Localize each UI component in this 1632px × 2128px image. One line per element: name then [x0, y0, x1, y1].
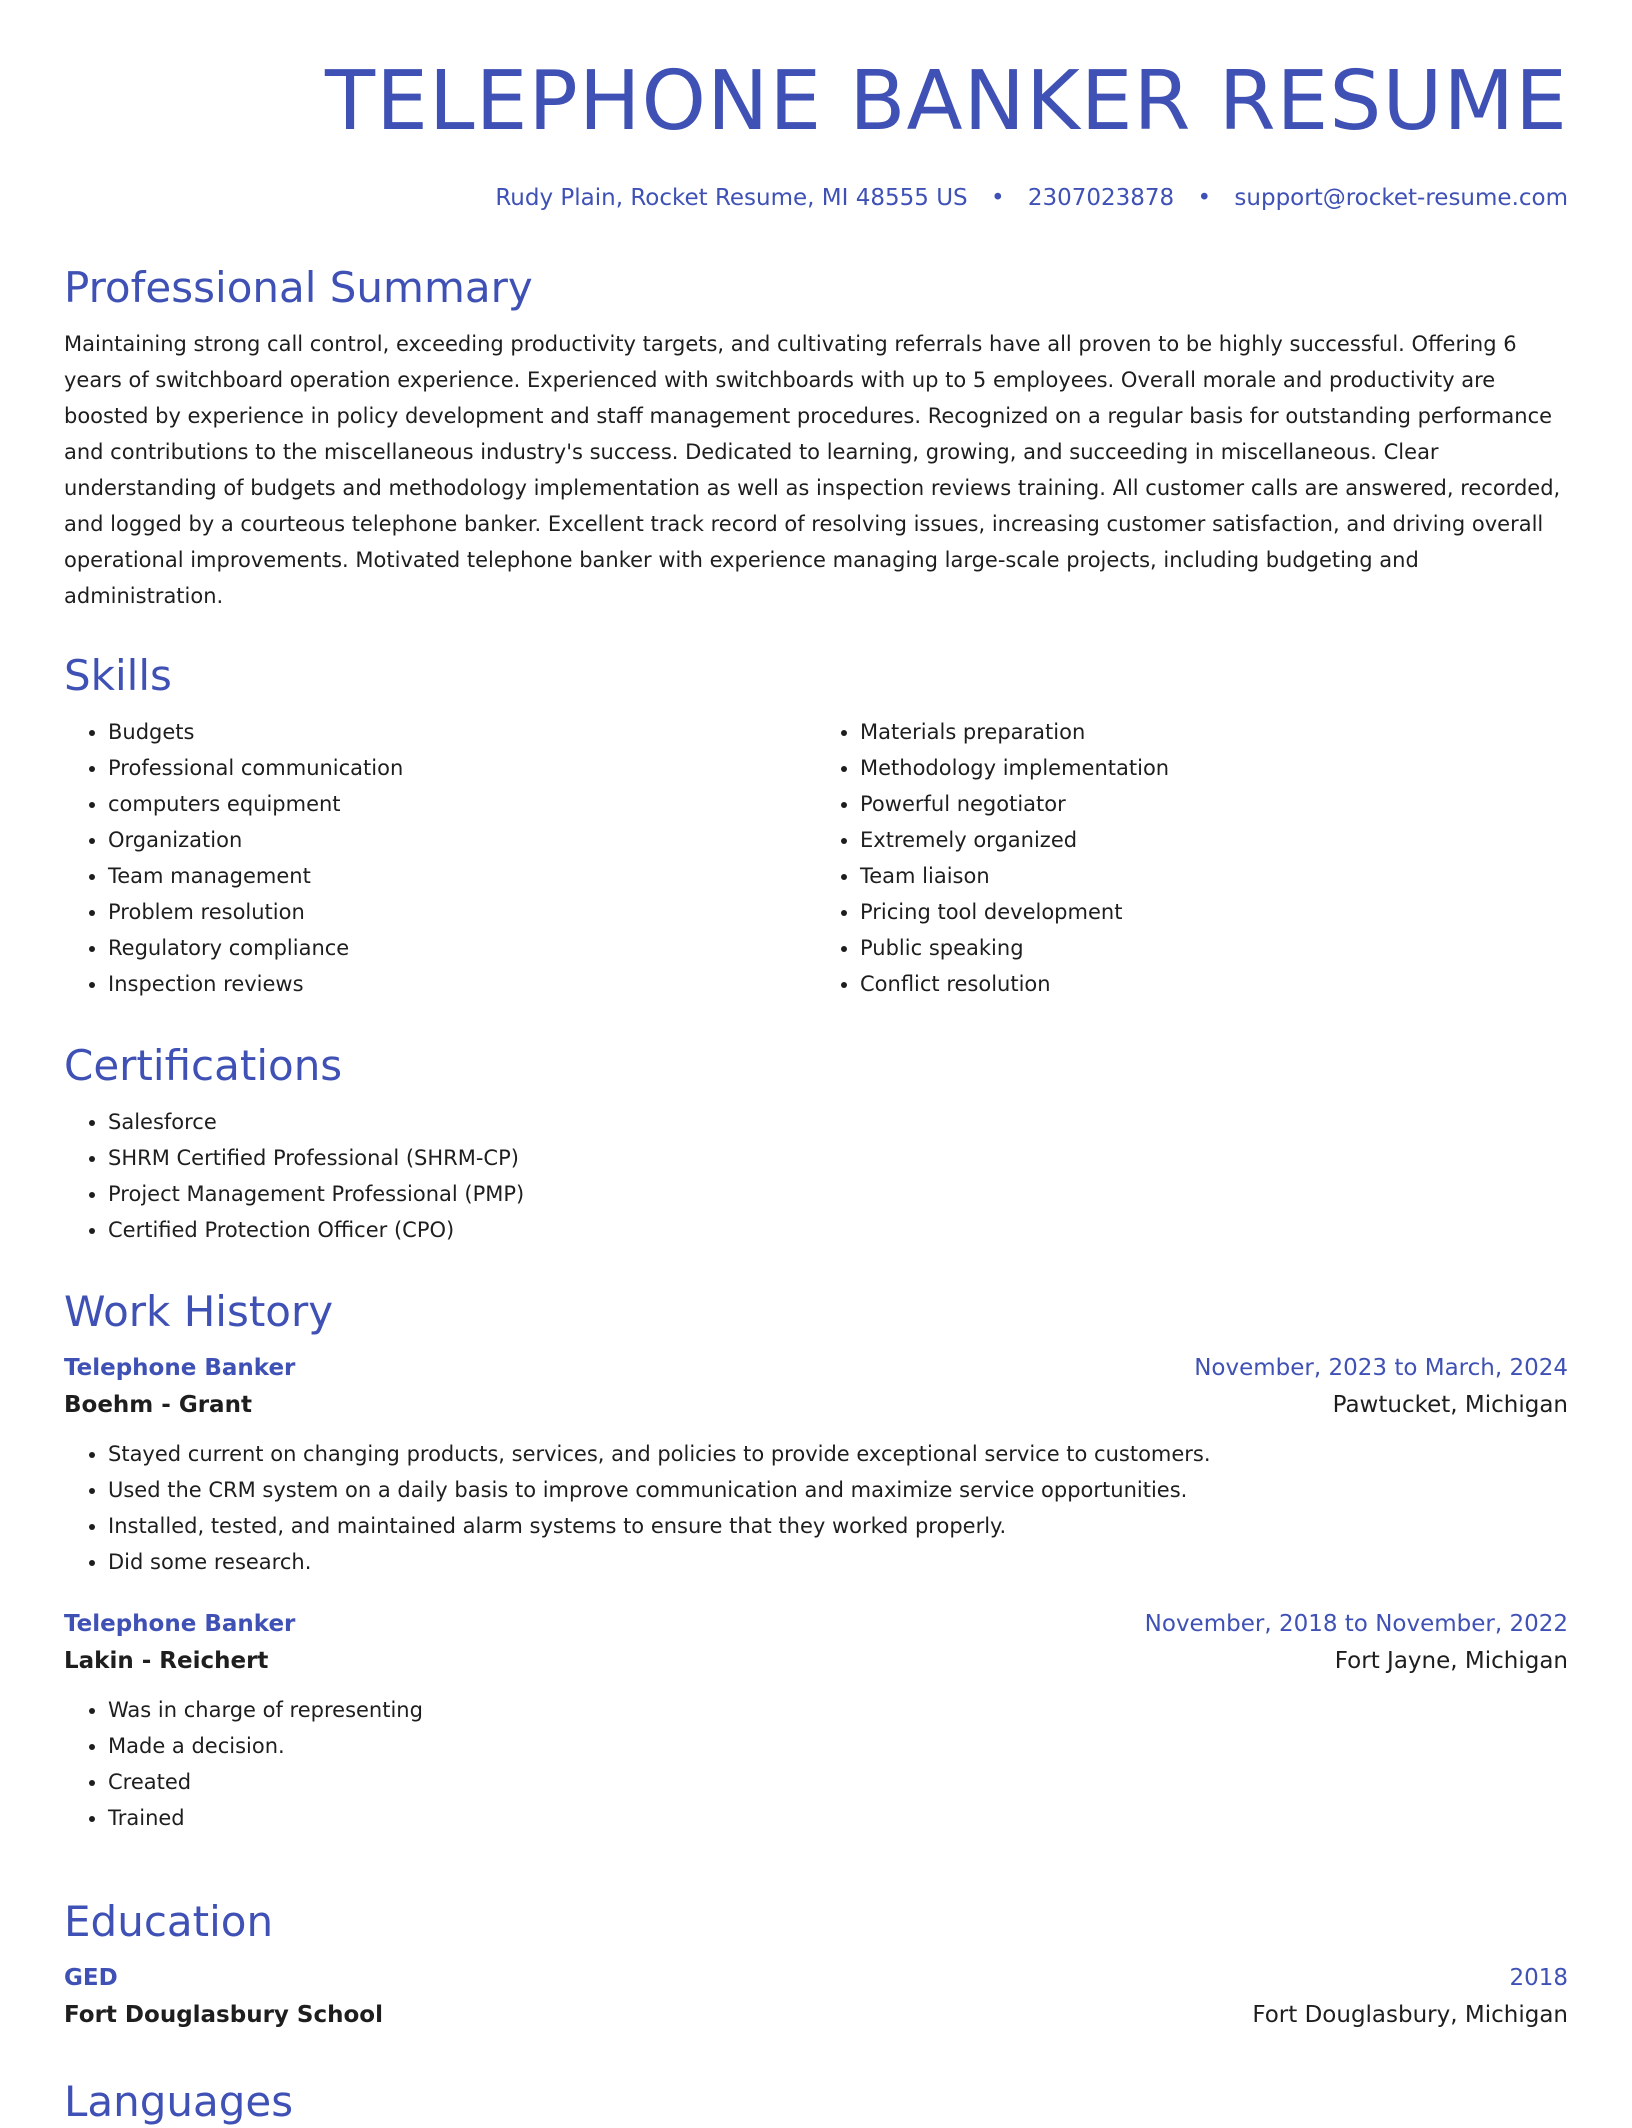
education-location: Fort Douglasbury, Michigan: [1252, 2002, 1568, 2028]
education-degree: GED: [64, 1965, 118, 1991]
skills-grid: [64, 714, 1568, 1002]
summary-section: [64, 262, 1568, 614]
skills-section: [64, 650, 1568, 1002]
list-item: • Professional communication: [108, 750, 816, 786]
languages-section: [64, 2076, 1568, 2128]
certifications-list: [64, 1104, 1568, 1248]
list-item: • Methodology implementation: [860, 750, 1568, 786]
skills-list-left: [64, 714, 816, 1002]
list-item: • Materials preparation: [860, 714, 1568, 750]
contact-phone[interactable]: 2307023878: [1027, 185, 1175, 211]
job-location: Fort Jayne, Michigan: [1334, 1648, 1568, 1674]
education-entry: [64, 1960, 1568, 2034]
skills-heading: Skills: [64, 651, 172, 700]
languages-heading: Languages: [64, 2077, 294, 2126]
summary-text: Maintaining strong call control, exceeding productivity targets, and cultivating referrals have all proven to be highly successful. Offering 6 years of switchboard operation experience. Experienced with switchboards with up to 5 employees. Overall morale and productivity are boosted by experience in policy development and staff management procedures. Recognized on a regular basis for outstanding performance and contributions to the miscellaneous industry's success. Dedicated to learning, growing, and succeeding in miscellaneous. Clear understanding of budgets and methodology implementation as well as inspection reviews training. All customer calls are answered, recorded, and logged by a courteous telephone banker. Excellent track record of resolving issues, increasing customer satisfaction, and driving overall operational improvements. Motivated telephone banker with experience managing large-scale projects, including budgeting and administration.: [64, 332, 1561, 608]
list-item: • Used the CRM system on a daily basis to improve communication and maximize service opportunities.: [108, 1472, 1568, 1508]
list-item: • Installed, tested, and maintained alarm systems to ensure that they worked properly.: [108, 1508, 1568, 1544]
job-title: Telephone Banker: [64, 1355, 296, 1381]
education-header: [64, 1960, 1568, 1996]
list-item: • Conflict resolution: [860, 966, 1568, 1002]
education-year: 2018: [1509, 1965, 1568, 1991]
job-duties: [64, 1692, 1568, 1836]
list-item: • Extremely organized: [860, 822, 1568, 858]
list-item: • Did some research.: [108, 1544, 1568, 1580]
job-subheader: [64, 1386, 1568, 1424]
list-item: • Team liaison: [860, 858, 1568, 894]
list-item: • Problem resolution: [108, 894, 816, 930]
list-item: • Organization: [108, 822, 816, 858]
list-item: • Project Management Professional (PMP): [108, 1176, 1568, 1212]
job-header: [64, 1606, 1568, 1642]
job-company: Lakin - Reichert: [64, 1648, 269, 1674]
list-item: • Was in charge of representing: [108, 1692, 1568, 1728]
list-item: • Made a decision.: [108, 1728, 1568, 1764]
work-history-section: [64, 1286, 1568, 1836]
list-item: • Salesforce: [108, 1104, 1568, 1140]
list-item: • Powerful negotiator: [860, 786, 1568, 822]
list-item: • Pricing tool development: [860, 894, 1568, 930]
summary-heading: Professional Summary: [64, 263, 533, 312]
education-heading: Education: [64, 1897, 274, 1946]
skills-list-right: [816, 714, 1568, 1002]
certifications-heading: Certifications: [64, 1041, 343, 1090]
contact-address: Rudy Plain, Rocket Resume, MI 48555 US: [495, 185, 968, 211]
job-title: Telephone Banker: [64, 1611, 296, 1637]
job-duties: [64, 1436, 1568, 1580]
list-item: • Budgets: [108, 714, 816, 750]
list-item: • Trained: [108, 1800, 1568, 1836]
list-item: • SHRM Certified Professional (SHRM-CP): [108, 1140, 1568, 1176]
certifications-section: [64, 1040, 1568, 1248]
list-item: • Created: [108, 1764, 1568, 1800]
job-entry: [64, 1606, 1568, 1836]
education-school: Fort Douglasbury School: [64, 2002, 383, 2028]
job-subheader: [64, 1642, 1568, 1680]
list-item: • Regulatory compliance: [108, 930, 816, 966]
contact-email[interactable]: support@rocket-resume.com: [1234, 185, 1568, 211]
list-item: • computers equipment: [108, 786, 816, 822]
list-item: • Public speaking: [860, 930, 1568, 966]
job-location: Pawtucket, Michigan: [1332, 1392, 1568, 1418]
job-header: [64, 1350, 1568, 1386]
job-entry: [64, 1350, 1568, 1580]
job-dates: November, 2023 to March, 2024: [1194, 1355, 1568, 1381]
list-item: • Stayed current on changing products, services, and policies to provide exceptional service to customers.: [108, 1436, 1568, 1472]
list-item: • Team management: [108, 858, 816, 894]
education-subheader: [64, 1996, 1568, 2034]
contact-line: [64, 178, 1568, 218]
job-company: Boehm - Grant: [64, 1392, 252, 1418]
education-section: [64, 1896, 1568, 2034]
work-history-heading: Work History: [64, 1287, 334, 1336]
list-item: • Certified Protection Officer (CPO): [108, 1212, 1568, 1248]
resume-title: TELEPHONE BANKER RESUME: [325, 54, 1568, 149]
job-dates: November, 2018 to November, 2022: [1144, 1611, 1568, 1637]
list-item: • Inspection reviews: [108, 966, 816, 1002]
contact-separator: •: [1197, 185, 1212, 211]
contact-separator: •: [990, 185, 1005, 211]
